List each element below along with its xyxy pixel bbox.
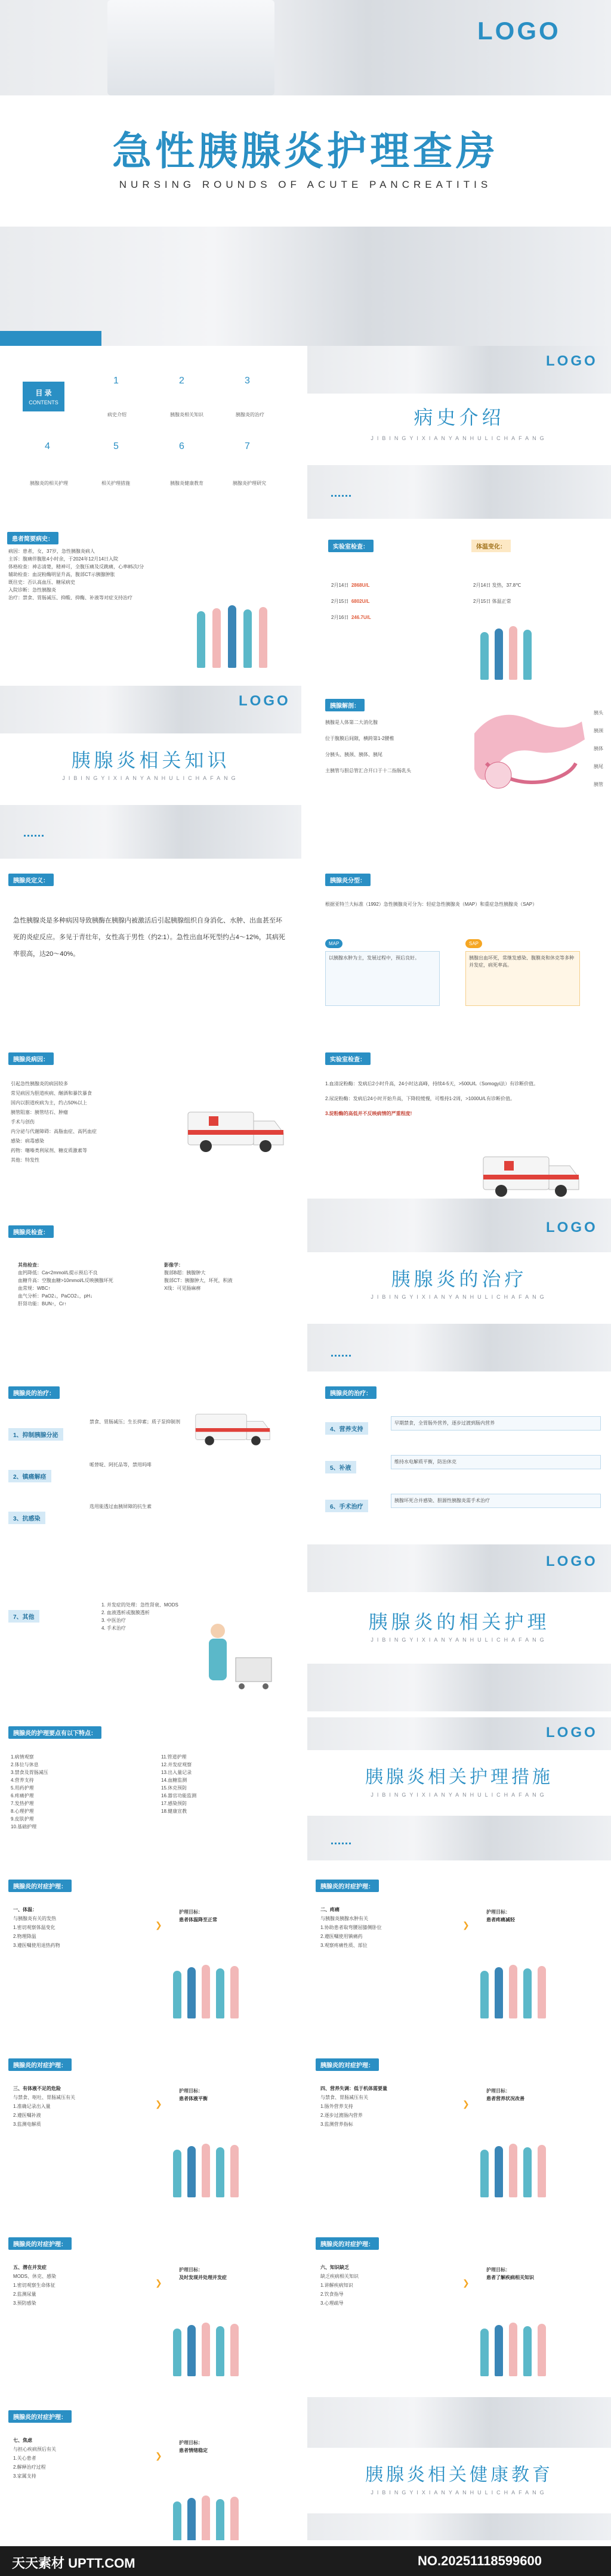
medical-staff-illustration [173, 2138, 269, 2197]
care-item: 11.管道护理 [161, 1754, 187, 1760]
measure-header: 胰腺炎的对症护理： [316, 1880, 379, 1892]
history-line: 病因：患者，女，37岁，急性胰腺炎病人 [8, 549, 95, 554]
treatment-step-text: 选用能透过血胰屏障的抗生素 [90, 1504, 152, 1509]
sap-tag: SAP [465, 939, 482, 948]
section-title: 病史介绍 [413, 407, 505, 428]
measure-line: 与禁食、呕吐、胃肠减压有关 [13, 2095, 75, 2100]
goal-text: 及时发现并处理并发症 [179, 2275, 227, 2280]
measure-line: 2.监测尿量 [13, 2292, 36, 2297]
definition-header: 胰腺炎定义： [8, 874, 54, 886]
toc-item-1[interactable]: 病史介绍 [107, 412, 126, 417]
goal-title: 护理目标： [179, 2440, 203, 2445]
pancreas-illustration [462, 698, 594, 811]
section-pinyin: JIBINGYIXIANYANHULICHAFANG [371, 2490, 548, 2496]
treatment-step-tag: 7、其他 [8, 1610, 39, 1623]
care-item: 2.体位与休息 [11, 1762, 39, 1767]
treatment-step-tag: 1、抑制胰腺分泌 [8, 1428, 63, 1441]
measure-goal [486, 2087, 600, 2103]
measure-line: 3.遵医嘱使用退热药物 [13, 1943, 60, 1948]
measure-slide [0, 1872, 301, 2045]
goal-text: 患者疼痛减轻 [486, 1917, 515, 1922]
treatment-step-tag: 6、手术治疗 [325, 1500, 368, 1512]
anatomy-bullets [325, 719, 450, 775]
care-item: 10.基础护理 [11, 1824, 37, 1829]
treatment-header: 胰腺炎的治疗： [325, 1386, 377, 1399]
toc-heading-en: CONTENTS [29, 400, 58, 405]
cover-subtitle: NURSING ROUNDS OF ACUTE PANCREATITIS [119, 179, 492, 190]
history-header: 患者简要病史： [7, 532, 58, 544]
measure-body [13, 2263, 144, 2308]
measure-line: 1.协助患者取弯腰屈膝侧卧位 [320, 1925, 382, 1930]
measure-line: 2.遵医嘱补液 [13, 2113, 41, 2118]
goal-title: 护理目标： [486, 2267, 510, 2272]
measure-header: 胰腺炎的对症护理： [8, 2058, 72, 2071]
labs-header: 实验室检查： [325, 1052, 371, 1065]
toc-heading-box [23, 382, 64, 411]
toc-item-5[interactable]: 相关护理措施 [101, 481, 130, 486]
measure-goal [486, 2266, 600, 2281]
lab-row: 2月15日 6802U/L [331, 599, 370, 604]
check-line: 血气分析：PaO2↓，PaCO2↓，pH↓ [18, 1293, 92, 1299]
measure-slide [0, 2051, 301, 2224]
treatment-other-slide [0, 1544, 301, 1717]
care-item: 15.休克预防 [161, 1785, 187, 1791]
goal-text: 患者营养状况改善 [486, 2096, 524, 2101]
toc-item-6[interactable]: 胰腺炎健康教育 [170, 481, 203, 486]
measure-line: 1.准确记录出入量 [13, 2104, 51, 2109]
check-line: 肝肾功能：BUN↑，Cr↑ [18, 1301, 67, 1306]
dots-decoration [24, 835, 44, 837]
checks-header: 胰腺炎检查： [8, 1225, 54, 1238]
measure-line: 1.密切观察生命体征 [13, 2283, 55, 2288]
section-logo: LOGO [546, 1219, 598, 1236]
check-line: 血糖升高：空腹血糖>10mmol/L反映胰腺坏死 [18, 1278, 113, 1283]
medical-staff-illustration [197, 596, 292, 668]
measure-slide [0, 2230, 301, 2403]
anatomy-bullet: 位于腹膜后间隙，横跨第1-2腰椎 [325, 736, 394, 741]
classification-slide [307, 865, 611, 1038]
lab-item: 1.血清淀粉酶：发病后2小时升高，24小时达高峰，持续4-5天，>500U/L（Somogyi法）有诊断价值。 [325, 1081, 539, 1086]
section-pinyin: JIBINGYIXIANYANHULICHAFANG [371, 1637, 548, 1643]
chevron-right-icon: ❯ [462, 2278, 470, 2287]
checks-right-title: 影像学： [164, 1262, 183, 1268]
cause-bullet: 国内以胆道疾病为主，约占50%以上 [11, 1100, 88, 1106]
care-item: 3.禁食及胃肠减压 [11, 1770, 48, 1775]
goal-text: 患者了解疾病相关知识 [486, 2275, 534, 2280]
care-col1 [11, 1753, 142, 1831]
anatomy-label: 胰颈 [594, 728, 603, 733]
toc-slide [0, 346, 301, 519]
measure-line: 3.监测营养指标 [320, 2122, 353, 2127]
map-box: 以胰腺水肿为主，发展过程中，预后良好。 [325, 951, 440, 1006]
measure-goal [486, 1908, 600, 1924]
care-item: 17.感染预防 [161, 1801, 187, 1806]
history-line: 辅助检查：血淀粉酶明显升高，腹部CT示胰腺肿胀 [8, 572, 115, 577]
section-title: 胰腺炎的治疗 [391, 1268, 527, 1290]
section-logo: LOGO [546, 1553, 598, 1569]
measure-header: 胰腺炎的对症护理： [316, 2058, 379, 2071]
history-line: 主诉：腹痛伴腹胀4小时余，于2024年12月14日入院 [8, 556, 119, 562]
history-line: 既往史：否认高血压、糖尿病史 [8, 580, 75, 585]
section-pinyin: JIBINGYIXIANYANHULICHAFANG [62, 775, 239, 781]
treatment-step-text: 哌替啶、阿托品等，禁用吗啡 [90, 1462, 152, 1467]
care-item: 18.健康宣教 [161, 1809, 187, 1814]
sap-box: 胰腺出血坏死，常继发感染、腹膜炎和休克等多种并发症，病死率高。 [465, 951, 580, 1006]
cover-logo: LOGO [477, 17, 561, 45]
chevron-right-icon: ❯ [462, 2099, 470, 2109]
temp-row: 2月14日 发热，37.8℃ [473, 583, 521, 588]
section-measures-slide [307, 1717, 611, 1860]
toc-item-3[interactable]: 胰腺炎的治疗 [236, 412, 264, 417]
measure-line: 3.家属支持 [13, 2473, 36, 2479]
nurse-cart-illustration [191, 1616, 280, 1705]
temp-header: 体温变化： [471, 540, 511, 552]
toc-num-3: 3 [245, 376, 250, 386]
toc-heading: 目 录 [35, 389, 52, 397]
section-pinyin: JIBINGYIXIANYANHULICHAFANG [371, 1792, 548, 1798]
lab-header: 实验室检查： [328, 540, 374, 552]
goal-title: 护理目标： [486, 1909, 510, 1915]
history-lines [8, 547, 187, 602]
care-item: 7.发热护理 [11, 1801, 34, 1806]
measure-line: 2.遵医嘱使用镇痛药 [320, 1934, 363, 1939]
measure-line: 2.饮食指导 [320, 2292, 344, 2297]
treatment-step-text: 早期禁食，全胃肠外营养，逐步过渡到肠内营养 [391, 1416, 601, 1431]
dots-decoration [331, 1355, 351, 1357]
causes-slide [0, 1044, 301, 1216]
dots-decoration [331, 495, 351, 497]
measure-line: 与胰腺炎有关的发热 [13, 1916, 56, 1921]
care-item: 13.出入量记录 [161, 1770, 192, 1775]
goal-text: 患者体液平衡 [179, 2096, 208, 2101]
toc-num-6: 6 [179, 441, 184, 451]
measure-line: 与禁食、胃肠减压有关 [320, 2095, 368, 2100]
section-title: 胰腺炎相关健康教育 [365, 2465, 553, 2485]
section-care-slide [307, 1544, 611, 1711]
labs-slide [307, 1044, 611, 1216]
anatomy-label: 胰体 [594, 746, 603, 751]
section-health-slide [307, 2397, 611, 2540]
measure-line: 1.讲解疾病知识 [320, 2283, 353, 2288]
checks-left [18, 1261, 149, 1308]
definition-body: 急性胰腺炎是多种病因导致胰酶在胰腺内被激活后引起胰腺组织自身消化、水肿、出血甚至坏死的炎症反应。多见于青壮年，女性高于男性（约2:1）。急性出血坏死型约占4～12%，其病死率很高，达20～40%。 [13, 917, 285, 958]
treatment-7-item: 2. 血液透析或腹膜透析 [101, 1610, 150, 1615]
treatment-step-text: 维持水电解质平衡，防治休克 [391, 1455, 601, 1469]
measure-title: 三、有体液不足的危险 [13, 2086, 61, 2091]
anatomy-bullet: 胰腺是人体第二大消化腺 [325, 720, 378, 725]
care-item: 8.心理护理 [11, 1809, 34, 1814]
measure-line: 2.物理降温 [13, 1934, 36, 1939]
measure-line: 1.肠外营养支持 [320, 2104, 353, 2109]
anatomy-slide [307, 686, 611, 859]
chevron-right-icon: ❯ [155, 1920, 162, 1930]
care-col2 [161, 1753, 292, 1815]
toc-num-7: 7 [245, 441, 250, 451]
history-line: 入院诊断：急性胰腺炎 [8, 587, 56, 593]
section-pinyin: JIBINGYIXIANYANHULICHAFANG [371, 1294, 548, 1300]
measure-line: 3.监测电解质 [13, 2122, 41, 2127]
measure-line: 3.观察疼痛性质、部位 [320, 1943, 368, 1948]
map-tag: MAP [325, 939, 342, 948]
measure-header: 胰腺炎的对症护理： [8, 2237, 72, 2250]
measure-header: 胰腺炎的对症护理： [8, 2410, 72, 2423]
toc-num-5: 5 [113, 441, 119, 451]
anatomy-label: 胰管 [594, 782, 603, 787]
toc-item-2[interactable]: 胰腺炎相关知识 [170, 412, 203, 417]
section-title: 胰腺炎的相关护理 [368, 1611, 550, 1633]
cover-bottom-bar [0, 331, 101, 346]
measure-title: 七、焦虑 [13, 2438, 32, 2443]
section-logo: LOGO [239, 693, 291, 709]
lab-row: 2月16日 246.7U/L [331, 615, 371, 620]
measure-title: 五、潜在并发症 [13, 2265, 47, 2270]
cause-bullet: 胰管阻塞：胰管结石、肿瘤 [11, 1110, 68, 1115]
check-line: 血常规：WBC↑ [18, 1286, 51, 1291]
temp-row: 2月15日 体温正常 [473, 599, 511, 604]
measure-body [13, 1905, 144, 1950]
footer-left: 天天素材 UPTT.COM [12, 2556, 135, 2571]
section-treatment-slide [307, 1199, 611, 1371]
treatment-7-item: 1. 并发症的处理：急性肾衰、MODS [101, 1602, 178, 1608]
section-logo: LOGO [546, 353, 598, 369]
section-pinyin: JIBINGYIXIANYANHULICHAFANG [371, 435, 548, 441]
measure-goal [179, 2087, 292, 2103]
measure-line: 2.解释治疗过程 [13, 2464, 46, 2470]
medical-staff-illustration [480, 1959, 576, 2018]
toc-item-7[interactable]: 胰腺炎护理研究 [233, 481, 266, 486]
goal-text: 患者体温降至正常 [179, 1917, 217, 1922]
measure-line: 3.预防感染 [13, 2301, 36, 2306]
measure-line: MODS、休克、感染 [13, 2274, 56, 2279]
chevron-right-icon: ❯ [155, 2099, 162, 2109]
treatment-step-text: 胰腺坏死合并感染、胆源性胰腺炎需手术治疗 [391, 1494, 601, 1508]
check-line: 血钙降低：Ca<2mmol/L提示预后不良 [18, 1270, 98, 1275]
measure-line: 与胰腺炎胰腺水肿有关 [320, 1916, 368, 1921]
section-history-slide [307, 346, 611, 519]
medical-staff-illustration [480, 2317, 576, 2376]
watermark-footer [0, 2546, 611, 2576]
ambulance-icon [191, 1407, 274, 1449]
measure-body [320, 1905, 452, 1950]
causes-header: 胰腺炎病因： [8, 1052, 54, 1065]
measure-title: 二、疼痛 [320, 1907, 340, 1912]
check-line: 腹部B超：胰腺肿大 [164, 1270, 206, 1275]
goal-title: 护理目标： [486, 2088, 510, 2094]
section-logo: LOGO [546, 1724, 598, 1741]
measure-line: 与担心疾病预后有关 [13, 2447, 56, 2452]
checks-right [164, 1261, 289, 1292]
treatment-step-tag: 2、镇痛解痉 [8, 1470, 51, 1482]
causes-bullets [11, 1079, 178, 1165]
medical-staff-illustration [173, 2490, 269, 2540]
chevron-right-icon: ❯ [155, 2451, 162, 2460]
cause-bullet: 内分泌与代谢障碍：高脂血症、高钙血症 [11, 1129, 97, 1134]
toc-num-1: 1 [113, 376, 119, 386]
definition-slide [0, 865, 301, 1038]
care-item: 12.并发症观察 [161, 1762, 192, 1767]
lab-item: 3.淀粉酶的高低并不反映病情的严重程度! [325, 1111, 412, 1116]
measure-goal [179, 2439, 292, 2454]
medical-staff-illustration [173, 2317, 269, 2376]
cause-bullet: 常见病因为胆道疾病、酗酒和暴饮暴食 [11, 1091, 92, 1096]
treatment-step-tag: 5、补液 [325, 1461, 356, 1473]
classification-intro: 根据亚特兰大标准（1992）急性胰腺炎可分为：轻症急性胰腺炎（MAP）和重症急性胰腺炎（SAP） [325, 902, 538, 907]
measure-title: 四、营养失调：低于机体需要量 [320, 2086, 387, 2091]
other-checks-slide [0, 1216, 301, 1389]
cause-bullet: 引起急性胰腺炎的病因较多 [11, 1081, 68, 1086]
anatomy-bullet: 主胰管与胆总管汇合开口于十二指肠乳头 [325, 768, 411, 773]
anatomy-label: 胰尾 [594, 764, 603, 769]
care-item: 1.病情观察 [11, 1754, 34, 1760]
dots-decoration [331, 1843, 351, 1844]
care-item: 6.疼痛护理 [11, 1793, 34, 1798]
history-line: 体格检查：神志清楚，精神可，全腹压痛及反跳痛，心率85次/分 [8, 564, 144, 569]
care-item: 16.器官功能监测 [161, 1793, 197, 1798]
measure-line: 1.关心患者 [13, 2456, 36, 2461]
goal-title: 护理目标： [179, 1909, 203, 1915]
measure-slide [0, 2403, 301, 2540]
anatomy-label: 胰头 [594, 710, 603, 716]
doctor-coat-image [107, 0, 274, 95]
anatomy-header: 胰腺解剖： [325, 699, 365, 711]
measure-body [13, 2084, 144, 2129]
care-header: 胰腺炎的护理要点有以下特点： [8, 1726, 101, 1739]
classification-header: 胰腺炎分型： [325, 874, 371, 886]
care-item: 4.营养支持 [11, 1778, 34, 1783]
medical-staff-illustration [480, 620, 558, 680]
cause-bullet: 感染：病毒感染 [11, 1138, 44, 1144]
ambulance-icon [185, 1103, 286, 1157]
cause-bullet: 药物：噻嗪类利尿剂、糖皮质激素等 [11, 1148, 87, 1153]
measure-slide [307, 2230, 609, 2403]
measure-slide [307, 2051, 609, 2224]
measure-line: 缺乏疾病相关知识 [320, 2274, 359, 2279]
footer-right: NO.20251118599600 [418, 2553, 542, 2568]
care-item: 9.皮肤护理 [11, 1816, 34, 1822]
history-detail-slide [0, 525, 301, 686]
toc-num-2: 2 [179, 376, 184, 386]
history-lab-slide [307, 525, 611, 686]
temp-rows [473, 581, 521, 605]
lab-row: 2月14日 2868U/L [331, 583, 370, 588]
care-list-slide [0, 1717, 301, 1890]
section-title: 胰腺炎相关知识 [71, 750, 230, 771]
toc-num-4: 4 [45, 441, 50, 451]
goal-text: 患者情绪稳定 [179, 2448, 208, 2453]
treatment-left-slide [0, 1383, 301, 1538]
section-knowledge-slide [0, 686, 301, 859]
cause-bullet: 其他：特发性 [11, 1157, 39, 1163]
check-line: 腹部CT：胰腺肿大，坏死，积液 [164, 1278, 233, 1283]
chevron-right-icon: ❯ [155, 2278, 162, 2287]
measure-title: 六、知识缺乏 [320, 2265, 349, 2270]
toc-item-4[interactable]: 胰腺炎的相关护理 [30, 481, 68, 486]
treatment-right-slide [307, 1383, 611, 1538]
measure-body [320, 2263, 452, 2308]
treatment-7-item: 4. 手术治疗 [101, 1626, 126, 1631]
medical-staff-illustration [480, 2138, 576, 2197]
history-line: 治疗：禁食、胃肠减压、抑酸、抑酶、补液等对症支持治疗 [8, 595, 132, 600]
measure-goal [179, 1908, 292, 1924]
care-item: 5.用药护理 [11, 1785, 34, 1791]
check-line: X线：可见肠麻痹 [164, 1286, 201, 1291]
anatomy-bullet: 分胰头、胰颈、胰体、胰尾 [325, 752, 382, 757]
treatment-step-tag: 3、抗感染 [8, 1512, 45, 1524]
medical-staff-illustration [173, 1959, 269, 2018]
care-item: 14.血糖监测 [161, 1778, 187, 1783]
ambulance-icon [480, 1148, 582, 1202]
goal-title: 护理目标： [179, 2267, 203, 2272]
lab-item: 2.尿淀粉酶：发病后24小时开始升高，下降较缓慢，可维持1-2周，>1000U/L有诊断价值。 [325, 1096, 516, 1101]
cover-title: 急性胰腺炎护理查房 [112, 129, 499, 173]
measure-line: 3.心理疏导 [320, 2301, 344, 2306]
measure-goal [179, 2266, 292, 2281]
measure-line: 2.逐步过渡肠内营养 [320, 2113, 363, 2118]
measure-header: 胰腺炎的对症护理： [316, 2237, 379, 2250]
chevron-right-icon: ❯ [462, 1920, 470, 1930]
checks-left-title: 其他检查： [18, 1262, 42, 1268]
lab-rows [331, 581, 371, 621]
goal-title: 护理目标： [179, 2088, 203, 2094]
measure-body [320, 2084, 452, 2129]
cause-bullet: 手术与创伤 [11, 1119, 35, 1125]
treatment-header: 胰腺炎的治疗： [8, 1386, 60, 1399]
measure-slide [307, 1872, 609, 2045]
treatment-7-item: 3. 中医治疗 [101, 1618, 126, 1623]
measure-line: 1.密切观察体温变化 [13, 1925, 55, 1930]
labs-items [325, 1079, 594, 1118]
measure-body [13, 2436, 144, 2481]
section-title: 胰腺炎相关护理措施 [365, 1767, 553, 1787]
cover-slide [0, 0, 611, 346]
measure-header: 胰腺炎的对症护理： [8, 1880, 72, 1892]
measure-title: 一、体温： [13, 1907, 37, 1912]
treatment-step-text: 禁食、胃肠减压；生长抑素；质子泵抑制剂 [90, 1419, 180, 1425]
treatment-step-tag: 4、营养支持 [325, 1422, 368, 1435]
